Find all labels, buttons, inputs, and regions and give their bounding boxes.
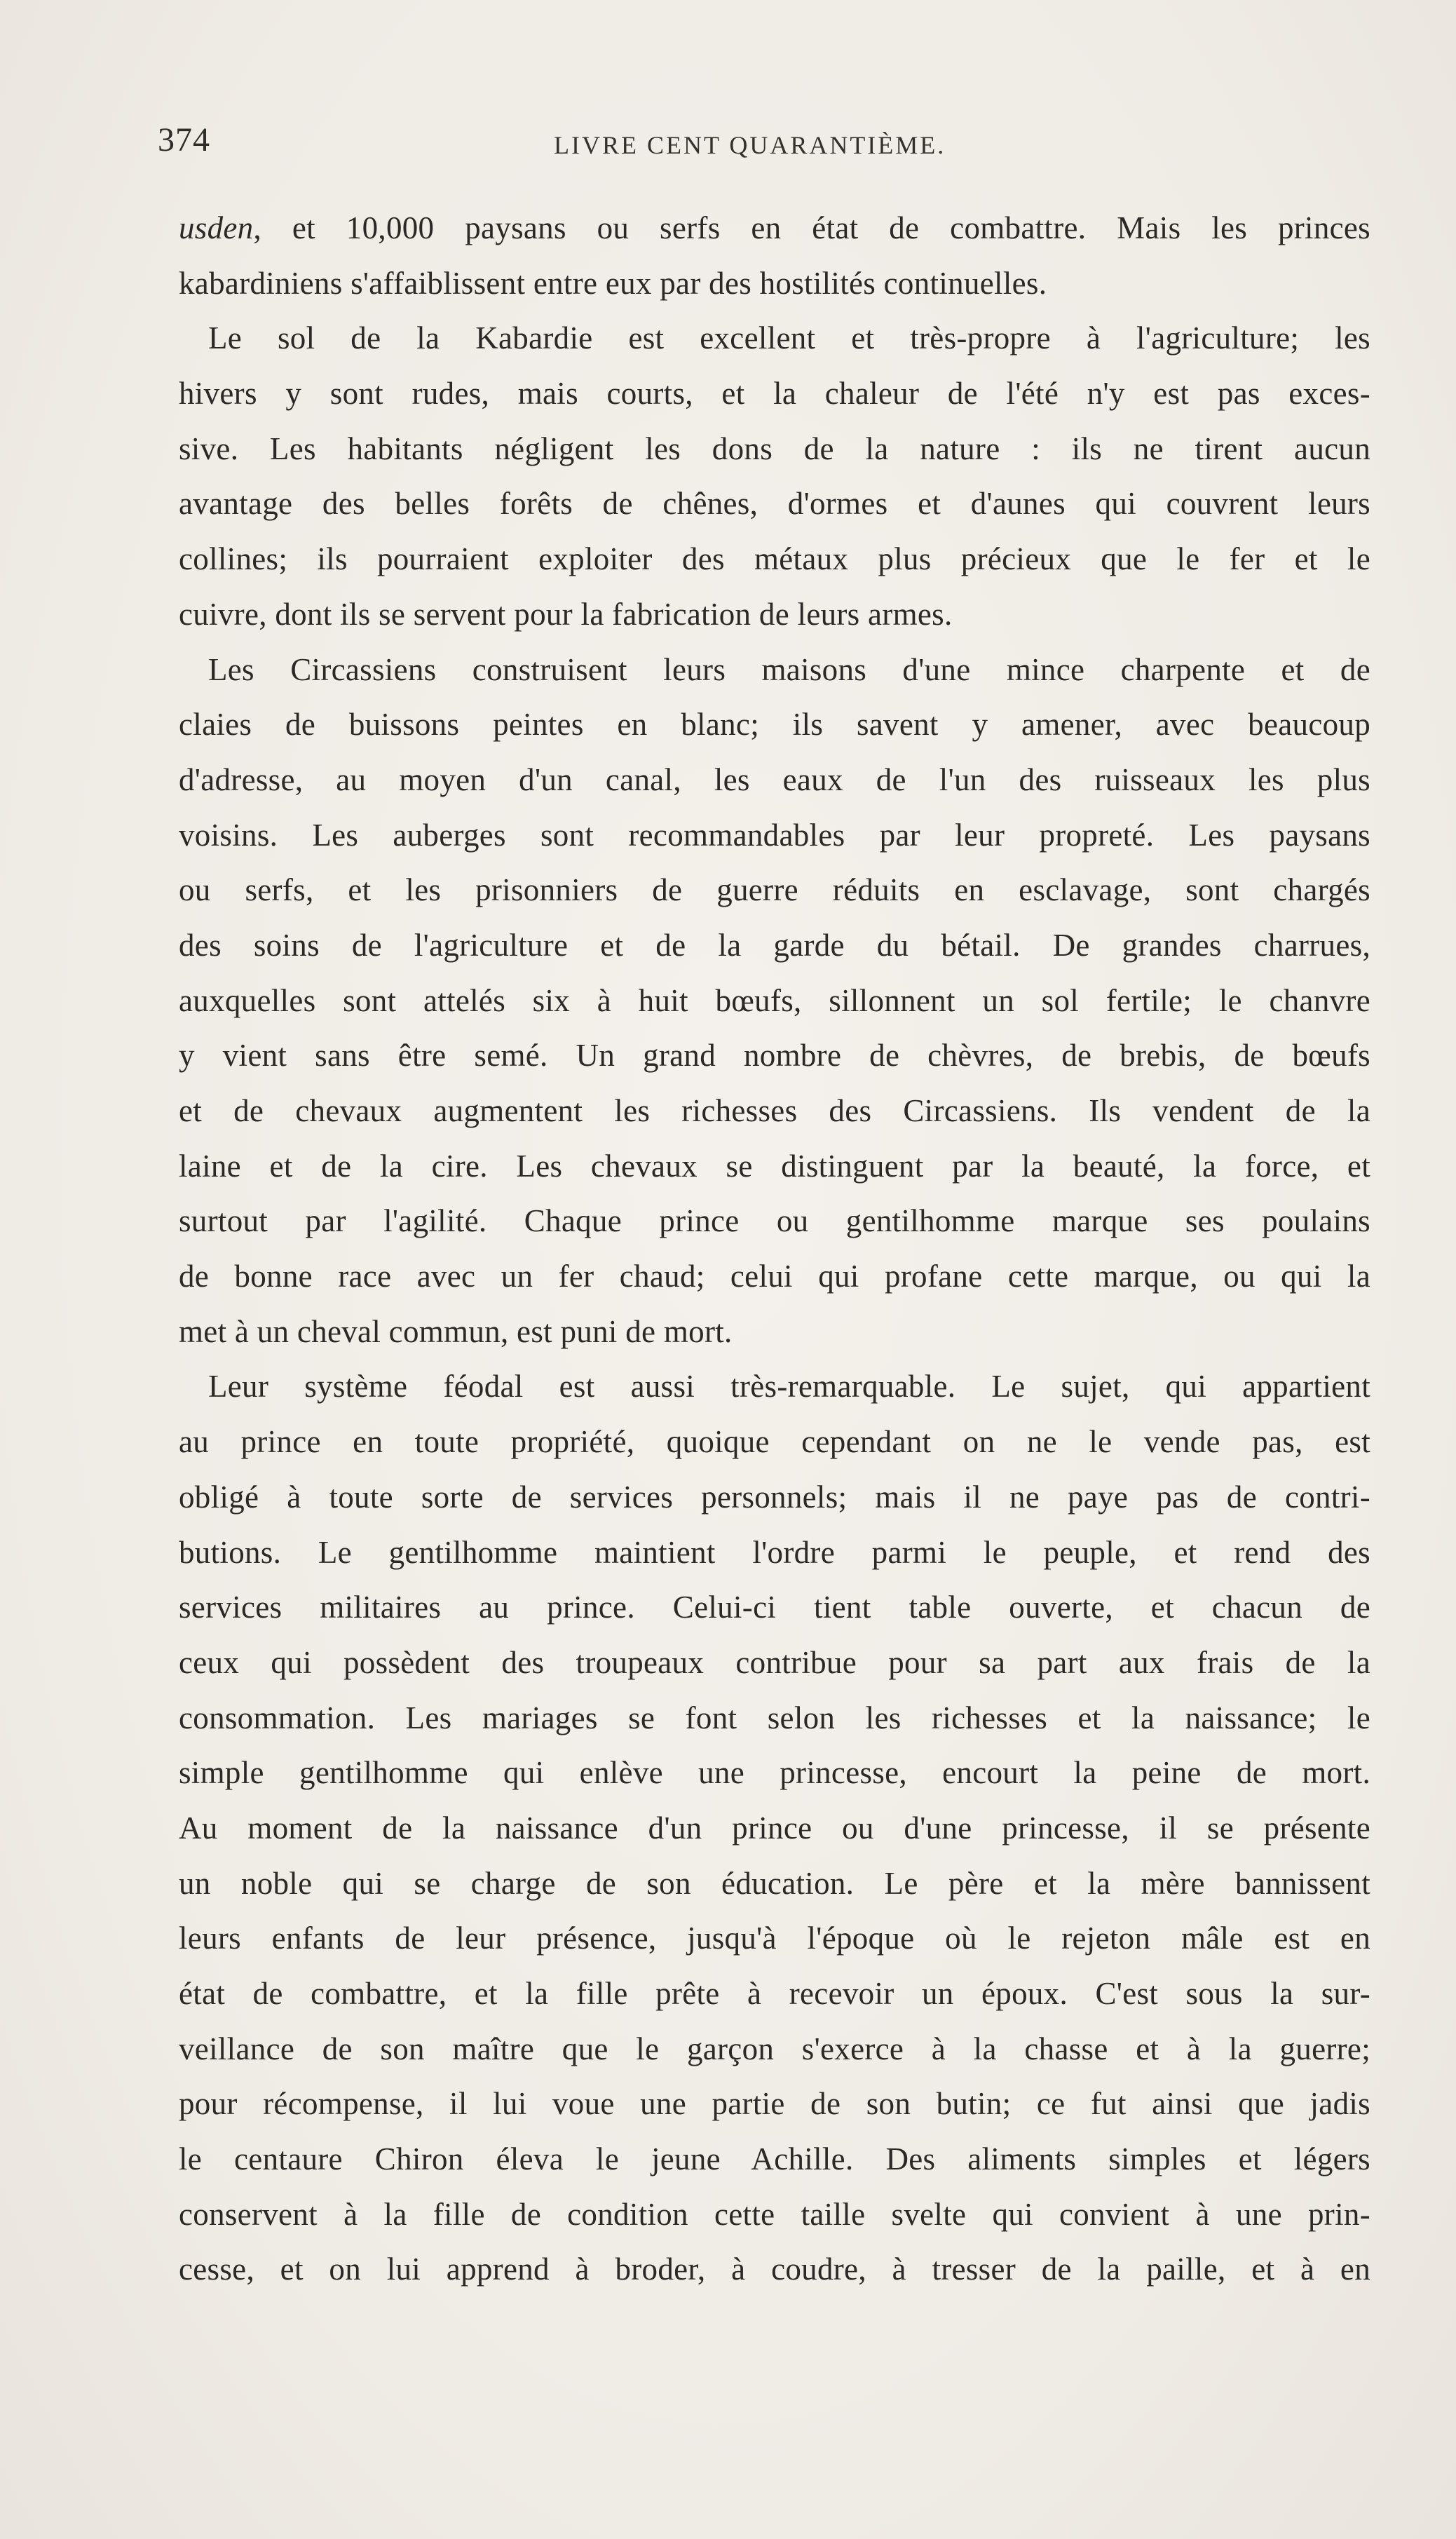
text-line: d'adresse, au moyen d'un canal, les eaux de l'un des ruisseaux les plus [179, 761, 1370, 797]
text-line: de bonne race avec un fer chaud; celui qui profane cette marque, ou qui la [179, 1259, 1370, 1294]
text-line: hivers y sont rudes, mais courts, et la chaleur de l'été n'y est pas exces- [179, 376, 1370, 412]
text-line: obligé à toute sorte de services personnels; mais il ne paye pas de contri- [179, 1479, 1370, 1515]
page-number: 374 [158, 121, 210, 158]
italic-word: usden [179, 210, 254, 245]
text-line: Au moment de la naissance d'un prince ou d'une princesse, il se présente [179, 1810, 1370, 1846]
text-line: simple gentilhomme qui enlève une princesse, encourt la peine de mort. [179, 1755, 1370, 1791]
text-line: cuivre, dont ils se servent pour la fabrication de leurs armes. [179, 596, 953, 632]
text-line: auxquelles sont attelés six à huit bœufs, sillonnent un sol fertile; le chanvre [179, 982, 1370, 1018]
text-line: voisins. Les auberges sont recommandables par leur propreté. Les paysans [179, 817, 1370, 853]
text-line: le centaure Chiron éleva le jeune Achille. Des aliments simples et légers [179, 2141, 1370, 2177]
text-line: Le sol de la Kabardie est excellent et très-propre à l'agriculture; les [208, 320, 1370, 356]
text-line: usden, et 10,000 paysans ou serfs en état de combattre. Mais les princes [179, 210, 1370, 245]
text-line: et de chevaux augmentent les richesses des Circassiens. Ils vendent de la [179, 1093, 1370, 1128]
text-line: conservent à la fille de condition cette taille svelte qui convient à une prin- [179, 2196, 1370, 2232]
text-line: cesse, et on lui apprend à broder, à coudre, à tresser de la paille, et à en [179, 2252, 1370, 2287]
text-line: leurs enfants de leur présence, jusqu'à l'époque où le rejeton mâle est en [179, 1921, 1370, 1956]
text-line: Leur système féodal est aussi très-remarquable. Le sujet, qui appartient [208, 1369, 1370, 1404]
text-line: au prince en toute propriété, quoique cependant on ne le vende pas, est [179, 1424, 1370, 1460]
text-line: butions. Le gentilhomme maintient l'ordre parmi le peuple, et rend des [179, 1534, 1370, 1570]
text-line: laine et de la cire. Les chevaux se distinguent par la beauté, la force, et [179, 1148, 1370, 1184]
text-line: pour récompense, il lui voue une partie de son butin; ce fut ainsi que jadis [179, 2086, 1370, 2122]
running-title: LIVRE CENT QUARANTIÈME. [554, 131, 946, 159]
body-text [179, 201, 1370, 2297]
text-line: un noble qui se charge de son éducation. Le père et la mère bannissent [179, 1865, 1370, 1901]
text-line: des soins de l'agriculture et de la garde du bétail. De grandes charrues, [179, 927, 1370, 963]
text-line: état de combattre, et la fille prête à recevoir un époux. C'est sous la sur- [179, 1976, 1370, 2011]
text-line: met à un cheval commun, est puni de mort. [179, 1313, 733, 1349]
text-line: Les Circassiens construisent leurs maisons d'une mince charpente et de [208, 651, 1370, 687]
text-line: veillance de son maître que le garçon s'exerce à la chasse et à la guerre; [179, 2031, 1370, 2066]
text-line: collines; ils pourraient exploiter des métaux plus précieux que le fer et le [179, 541, 1370, 577]
text-line: kabardiniens s'affaiblissent entre eux par des hostilités continuelles. [179, 265, 1047, 301]
text-line: claies de buissons peintes en blanc; ils savent y amener, avec beaucoup [179, 707, 1370, 743]
text-line: ou serfs, et les prisonniers de guerre réduits en esclavage, sont chargés [179, 872, 1370, 908]
text-line: avantage des belles forêts de chênes, d'ormes et d'aunes qui couvrent leurs [179, 486, 1370, 522]
text-line: y vient sans être semé. Un grand nombre de chèvres, de brebis, de bœufs [179, 1038, 1370, 1074]
text-line: consommation. Les mariages se font selon les richesses et la naissance; le [179, 1700, 1370, 1735]
text-line: surtout par l'agilité. Chaque prince ou gentilhomme marque ses poulains [179, 1203, 1370, 1239]
text-line: services militaires au prince. Celui-ci tient table ouverte, et chacun de [179, 1590, 1370, 1625]
text-line: ceux qui possèdent des troupeaux contribue pour sa part aux frais de la [179, 1644, 1370, 1680]
page-header [158, 121, 1370, 170]
text-line: sive. Les habitants négligent les dons de la nature : ils ne tirent aucun [179, 431, 1370, 466]
